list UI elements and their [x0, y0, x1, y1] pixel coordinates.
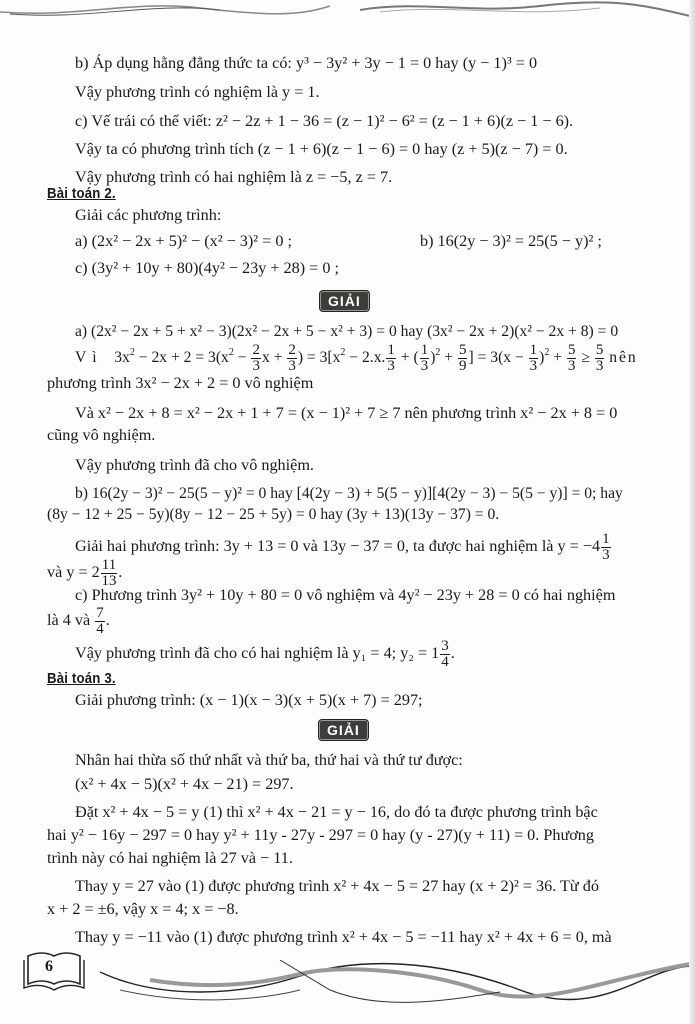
label: a)	[75, 232, 88, 250]
problem-2-heading: Bài toán 2.	[47, 185, 116, 202]
equation: (z − 1 + 6)(z − 1 − 6) = 0	[257, 140, 421, 158]
equation: (z + 5)(z − 7) = 0.	[451, 140, 568, 158]
problem-2c	[75, 258, 339, 278]
solution-2a: a) (2x² − 2x + 5 + x² − 3)(2x² − 2x + 5 − x² + 3) = 0 hay (3x² − 2x + 2)(x² − 2x + 8) = 0	[75, 323, 619, 340]
text: hay	[435, 54, 463, 72]
problem-2a	[75, 231, 292, 251]
text-line	[75, 139, 568, 159]
text: là 4 và	[47, 611, 91, 629]
label: b)	[420, 232, 434, 250]
text-line: x + 2 = ±6, vậy x = 4; x = −8.	[47, 900, 239, 918]
text-line: Vậy phương trình đã cho vô nghiệm.	[75, 456, 314, 474]
text-line: là 4 và $\frac{7}{4}$ .	[47, 604, 110, 637]
fraction: $\frac{2}{3}$	[288, 341, 296, 374]
equation: 16(2y − 3)² = 25(5 − y)² ;	[437, 232, 602, 250]
problem-2b	[420, 231, 602, 251]
text-line: và y = 2 $\frac{11}{13}$ .	[47, 556, 123, 589]
solution-badge: GIẢI	[319, 290, 370, 312]
text-line	[75, 82, 320, 102]
text: Vậy phương trình có hai nghiệm là	[75, 168, 306, 186]
solution-2c: c) Phương trình 3y² + 10y + 80 = 0 vô nghiệm và 4y² − 23y + 28 = 0 có hai nghiệm	[75, 586, 616, 604]
fraction: $\frac{7}{4}$	[96, 604, 104, 637]
text-line: Đặt x² + 4x − 5 = y (1) thì x² + 4x − 21 = y − 16, do đó ta được phương trình bậc	[75, 803, 598, 821]
text-line: hai y² − 16y − 297 = 0 hay y² + 11y - 27y - 297 = 0 hay (y - 27)(y + 11) = 0. Phương	[47, 826, 594, 844]
text: Vậy phương trình có nghiệm là	[75, 83, 283, 101]
text: hay	[424, 140, 452, 158]
decorative-wave-bottom	[0, 960, 695, 1020]
open-book-icon	[20, 950, 88, 994]
equation: z² − 2z + 1 − 36 = (z − 1)² − 6² = (z − 1 + 6)(z − 1 − 6).	[215, 112, 574, 130]
text-line: phương trình 3x² − 2x + 2 = 0 vô nghiệm	[47, 374, 314, 392]
fraction: $\frac{11}{13}$	[101, 556, 117, 589]
equation: y = 1.	[282, 83, 320, 101]
problem-3-prompt: Giải phương trình: (x − 1)(x − 3)(x + 5)(x + 7) = 297;	[75, 691, 423, 709]
text-line: cũng vô nghiệm.	[47, 426, 156, 444]
problem-2-prompt: Giải các phương trình:	[75, 206, 222, 224]
text-line: (8y − 12 + 25 − 5y)(8y − 12 − 25 + 5y) = 0 hay (3y + 13)(13y − 37) = 0.	[47, 506, 500, 523]
fraction: $\frac{5}{3}$	[567, 341, 576, 374]
text-line	[75, 530, 612, 562]
text-line: (x² + 4x − 5)(x² + 4x − 21) = 297.	[75, 775, 294, 793]
fraction: $\frac{2}{3}$	[252, 341, 260, 374]
text-line: Thay y = −11 vào (1) được phương trình x² + 4x − 5 = −11 hay x² + 4x + 6 = 0, mà	[75, 928, 612, 946]
text: Vậy phương trình đã cho có hai nghiệm là y₁ = 4; y₂ = 1	[75, 644, 440, 662]
page-number: 6	[45, 958, 53, 975]
text-line: Nhân hai thừa số thứ nhất và thứ ba, thứ hai và thứ tư được:	[75, 751, 463, 769]
text-line	[75, 167, 392, 187]
equation: (3y² + 10y + 80)(4y² − 23y + 28) = 0 ;	[91, 259, 339, 277]
solution-badge: GIẢI	[318, 719, 369, 741]
text-line: Và x² − 2x + 8 = x² − 2x + 1 + 7 = (x − 1)² + 7 ≥ 7 nên phương trình x² − 2x + 8 = 0	[75, 404, 618, 422]
text: Giải hai phương trình: 3y + 13 = 0 và 13y − 37 = 0, ta được hai nghiệm là y = −4	[75, 537, 601, 555]
text-line	[75, 53, 537, 73]
page-edge	[689, 0, 695, 1024]
text: b) Áp dụng hằng đẳng thức ta có:	[75, 54, 296, 72]
fraction: $\frac{1}{3}$	[529, 341, 538, 374]
text: nên	[609, 349, 638, 366]
text-line: Vậy phương trình đã cho có hai nghiệm là y₁ = 4; y₂ = 1 $\frac{3}{4}$ .	[75, 637, 455, 670]
fraction: $\frac{3}{4}$	[441, 637, 449, 670]
text: c) Vế trái có thể viết:	[75, 112, 216, 130]
fraction: $\frac{5}{9}$	[458, 341, 467, 374]
equation: y³ − 3y² + 3y − 1 = 0	[295, 54, 432, 72]
text: Vậy ta có phương trình tích	[75, 140, 258, 158]
text: Vì	[75, 349, 103, 366]
equation: (2x² − 2x + 5)² − (x² − 3)² = 0 ;	[91, 232, 293, 250]
solution-2a-vi	[75, 342, 638, 374]
fraction: $\frac{5}{3}$	[595, 341, 604, 374]
text: và y = 2	[47, 563, 100, 581]
fraction: $\frac{1}{3}$	[420, 341, 429, 374]
equation: (y − 1)³ = 0	[462, 54, 538, 72]
text-line: trình này có hai nghiệm là 27 và − 11.	[47, 849, 293, 867]
text-line	[75, 111, 573, 131]
solution-2b: b) 16(2y − 3)² − 25(5 − y)² = 0 hay [4(2y − 3) + 5(5 − y)][4(2y − 3) − 5(5 − y)] = 0; hay	[75, 485, 623, 502]
decorative-wave-top	[0, 0, 695, 20]
fraction: $\frac{1}{3}$	[387, 341, 395, 374]
problem-3-heading: Bài toán 3.	[47, 670, 116, 687]
equation: z = −5, z = 7.	[305, 168, 393, 186]
fraction: $\frac{1}{3}$	[602, 530, 610, 563]
equation: $3x^2 - 2x + 2 = 3(x^2$ − $\frac{2}{3}$ x + $\frac{2}{3}$ ) = $3[x^2 - 2.x$. $\frac{1}{3}$ + ( $\frac{1}{3}$ )$^2$ + $\frac{5}{9}$ ] = 3(x − $\frac{1}{3}$ )$^2$ + $\frac{5}{3}$ ≥ $\frac{5}{3}$	[106, 341, 604, 374]
text-line: Thay y = 27 vào (1) được phương trình x² + 4x − 5 = 27 hay (x + 2)² = 36. Từ đó	[75, 877, 599, 895]
label: c)	[75, 259, 88, 277]
